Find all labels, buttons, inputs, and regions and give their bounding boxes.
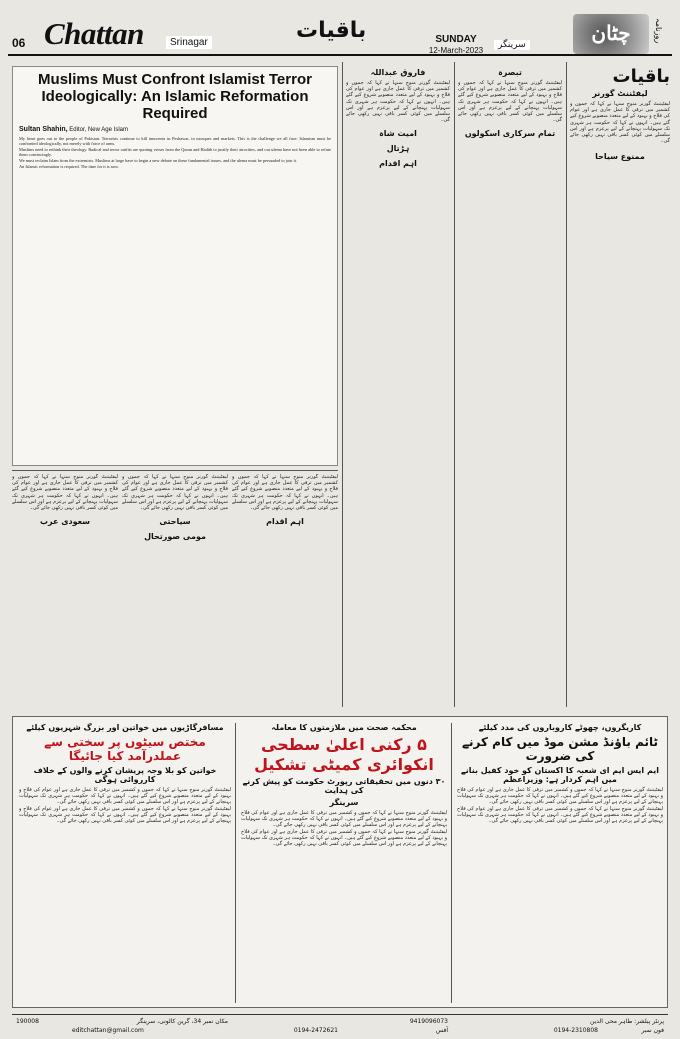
article-byline xyxy=(19,126,331,133)
story-quote: خواتین کو بلا وجہ پریشان کرنے والوں کے خلاف کارروائی ہوگی xyxy=(33,766,217,784)
article-paragraph: An Islamic reformation is required. The time for it is now. xyxy=(19,164,119,170)
city-label-ur: سرینگر xyxy=(494,40,530,50)
article-title: Muslims Must Confront Islamist Terror Ideologically: An Islamic Reformation Required xyxy=(38,71,312,122)
column-headline: سیاحتی xyxy=(159,517,191,527)
imprint-footer xyxy=(12,1014,668,1036)
urdu-column-5 xyxy=(122,474,228,710)
column-rule xyxy=(342,62,343,707)
column-headline: تمام سرکاری اسکولوں xyxy=(464,129,556,139)
column-headline: ہڑتال xyxy=(386,144,410,154)
urdu-column-2 xyxy=(458,66,562,706)
bottom-news-panel xyxy=(12,716,668,1008)
column-headline: فاروق عبداللہ xyxy=(370,68,426,77)
article-paragraph: We must reclaim Islam from the extremists. Muslims at large have to begin a new debate on these fundamental issues, and the ulema must be persuaded to join it. xyxy=(19,158,297,164)
panel-rule xyxy=(235,723,236,1003)
panel-story-center xyxy=(241,721,447,1005)
story-text: لیفٹیننٹ گورنر منوج سنہا نے کہا کہ جموں و کشمیر میں ترقی کا عمل جاری ہے اور عوام کی فلاح و بہبود کے لیے متعدد منصوبے شروع کیے گئے ہیں۔ انہوں نے کہا کہ حکومت ہر شہری تک سہولیات پہنچانے کے لیے پرعزم ہے اور اس سلسلے میں کوئی کسر باقی نہیں رکھی جائے گی۔ xyxy=(241,828,447,848)
article-body xyxy=(19,136,331,170)
page-number: 06 xyxy=(12,36,26,50)
article-paragraph: My heart goes out to the people of Pakistan. Terrorists continue to kill innocents in Peshawar, in mosques and markets. This is the challenge we all face: Islamism must be confronted ideologically, not merely with force of arms. xyxy=(19,136,331,147)
author-name: Sultan Shahin, xyxy=(19,126,68,133)
phone-label: فون نمبر xyxy=(641,1027,664,1034)
column-headline: اہم اقدام xyxy=(266,517,304,527)
fax-number: 0194-2472621 xyxy=(293,1027,338,1034)
story-text: لیفٹیننٹ گورنر منوج سنہا نے کہا کہ جموں و کشمیر میں ترقی کا عمل جاری ہے اور عوام کی فلاح و بہبود کے لیے متعدد منصوبے شروع کیے گئے ہیں۔ انہوں نے کہا کہ حکومت ہر شہری تک سہولیات پہنچانے کے لیے پرعزم ہے اور اس سلسلے میں کوئی کسر باقی نہیں رکھی جائے گی۔ xyxy=(457,805,663,825)
brand-logo-ur: چٹان xyxy=(573,14,649,54)
column-headline: لیفٹننٹ گورنر xyxy=(592,89,648,98)
story-headline: ۵ رکنی اعلیٰ سطحی انکوائری کمیٹی تشکیل xyxy=(254,735,434,774)
story-kicker: کاریگروں، چھوٹے کاروباروں کی مدد کیلئے xyxy=(478,723,642,732)
story-subhead: ایم ایس ایم ای شعبہ کا اکستان کو خود کفیل بنانے میں اہم کردار ہے: وزیراعظم xyxy=(461,766,659,784)
column-headline: تبصرہ xyxy=(498,68,522,77)
panel-story-right xyxy=(457,721,663,1005)
panel-story-left xyxy=(19,721,231,1005)
urdu-column-4 xyxy=(232,474,338,710)
email-link[interactable]: editchattan@gmail.com xyxy=(72,1027,144,1034)
column-text: لیفٹیننٹ گورنر منوج سنہا نے کہا کہ جموں و کشمیر میں ترقی کا عمل جاری ہے اور عوام کی فلاح و بہبود کے لیے متعدد منصوبے شروع کیے گئے ہیں۔ انہوں نے کہا کہ حکومت ہر شہری تک سہولیات پہنچانے کے لیے پرعزم ہے اور اس سلسلے میں کوئی کسر باقی نہیں رکھی جائے گی۔ xyxy=(346,80,450,124)
column-headline: سعودی عرب xyxy=(39,517,91,527)
printer-publisher: پرنٹر پبلشر: طاہر محی الدین xyxy=(590,1018,664,1025)
author-role: Editor, New Age Islam xyxy=(67,127,128,133)
english-article xyxy=(12,66,338,466)
story-text: لیفٹیننٹ گورنر منوج سنہا نے کہا کہ جموں و کشمیر میں ترقی کا عمل جاری ہے اور عوام کی فلاح و بہبود کے لیے متعدد منصوبے شروع کیے گئے ہیں۔ انہوں نے کہا کہ حکومت ہر شہری تک سہولیات پہنچانے کے لیے پرعزم ہے اور اس سلسلے میں کوئی کسر باقی نہیں رکھی جائے گی۔ xyxy=(241,810,447,829)
panel-rule xyxy=(451,723,452,1003)
column-text: لیفٹیننٹ گورنر منوج سنہا نے کہا کہ جموں و کشمیر میں ترقی کا عمل جاری ہے اور عوام کی فلاح و بہبود کے لیے متعدد منصوبے شروع کیے گئے ہیں۔ انہوں نے کہا کہ حکومت ہر شہری تک سہولیات پہنچانے کے لیے پرعزم ہے اور اس سلسلے میں کوئی کسر باقی نہیں رکھی جائے گی۔ xyxy=(12,474,118,512)
masthead xyxy=(8,12,672,56)
column-headline: مومی صورتحال xyxy=(144,532,206,542)
column-headline: ممنوع سیاحا xyxy=(595,152,645,162)
edition-day: SUNDAY xyxy=(435,34,477,45)
story-kicker: محکمہ صحت میں ملازمتوں کا معاملہ xyxy=(271,723,417,732)
story-text: لیفٹیننٹ گورنر منوج سنہا نے کہا کہ جموں و کشمیر میں ترقی کا عمل جاری ہے اور عوام کی فلاح و بہبود کے لیے متعدد منصوبے شروع کیے گئے ہیں۔ انہوں نے کہا کہ حکومت ہر شہری تک سہولیات پہنچانے کے لیے پرعزم ہے اور اس سلسلے میں کوئی کسر باقی نہیں رکھی جائے گی۔ xyxy=(19,805,231,825)
column-rule xyxy=(454,62,455,707)
column-text: لیفٹیننٹ گورنر منوج سنہا نے کہا کہ جموں و کشمیر میں ترقی کا عمل جاری ہے اور عوام کی فلاح و بہبود کے لیے متعدد منصوبے شروع کیے گئے ہیں۔ انہوں نے کہا کہ حکومت ہر شہری تک سہولیات پہنچانے کے لیے پرعزم ہے اور اس سلسلے میں کوئی کسر باقی نہیں رکھی جائے گی۔ xyxy=(232,474,338,512)
article-paragraph: Muslims need to rethink their theology. Radical and terror outfits are quoting verses from the Quran and Hadith to justify their atrocities, and our ulema have not been able to refute them convincingly. xyxy=(19,147,331,158)
story-kicker: مسافرگاڑیوں میں خواتین اور بزرگ شہریوں کیلئے xyxy=(26,723,224,732)
daily-label: روزنامہ xyxy=(654,18,663,44)
city-label-en: Srinagar xyxy=(166,36,212,49)
story-text: لیفٹیننٹ گورنر منوج سنہا نے کہا کہ جموں و کشمیر میں ترقی کا عمل جاری ہے اور عوام کی فلاح و بہبود کے لیے متعدد منصوبے شروع کیے گئے ہیں۔ انہوں نے کہا کہ حکومت ہر شہری تک سہولیات پہنچانے کے لیے پرعزم ہے اور اس سلسلے میں کوئی کسر باقی نہیں رکھی جائے گی۔ xyxy=(457,787,663,806)
urdu-column-1 xyxy=(570,66,670,706)
column-rule xyxy=(566,62,567,707)
office-address: مکان نمبر 34، گرین کالونی، سرینگر xyxy=(136,1018,228,1025)
story-text: لیفٹیننٹ گورنر منوج سنہا نے کہا کہ جموں و کشمیر میں ترقی کا عمل جاری ہے اور عوام کی فلاح و بہبود کے لیے متعدد منصوبے شروع کیے گئے ہیں۔ انہوں نے کہا کہ حکومت ہر شہری تک سہولیات پہنچانے کے لیے پرعزم ہے اور اس سلسلے میں کوئی کسر باقی نہیں رکھی جائے گی۔ xyxy=(19,787,231,806)
section-title: باقیات xyxy=(296,18,367,43)
section-rule xyxy=(12,470,338,471)
pin-code: 190008 xyxy=(16,1018,39,1025)
edition-date: 12-March-2023 xyxy=(428,46,484,55)
column-text: لیفٹیننٹ گورنر منوج سنہا نے کہا کہ جموں و کشمیر میں ترقی کا عمل جاری ہے اور عوام کی فلاح و بہبود کے لیے متعدد منصوبے شروع کیے گئے ہیں۔ انہوں نے کہا کہ حکومت ہر شہری تک سہولیات پہنچانے کے لیے پرعزم ہے اور اس سلسلے میں کوئی کسر باقی نہیں رکھی جائے گی۔ xyxy=(570,101,670,145)
column-text: لیفٹیننٹ گورنر منوج سنہا نے کہا کہ جموں و کشمیر میں ترقی کا عمل جاری ہے اور عوام کی فلاح و بہبود کے لیے متعدد منصوبے شروع کیے گئے ہیں۔ انہوں نے کہا کہ حکومت ہر شہری تک سہولیات پہنچانے کے لیے پرعزم ہے اور اس سلسلے میں کوئی کسر باقی نہیں رکھی جائے گی۔ xyxy=(122,474,228,512)
column-headline: امیت شاہ xyxy=(379,129,417,139)
story-dateline: سرینگر xyxy=(329,798,359,807)
column-headline: اہم اقدام xyxy=(379,159,417,169)
column-section-title: باقیات xyxy=(612,66,670,87)
story-subhead: ۳۰ دنوں میں تحقیقاتی رپورٹ حکومت کو پیش کرنے کی ہدایت xyxy=(242,777,446,795)
brand-logo-en: Chattan xyxy=(44,16,144,51)
urdu-column-3 xyxy=(346,66,450,706)
story-headline: مختص سیٹوں پر سختی سے عملدرآمد کیا جائیگا xyxy=(44,735,206,763)
phone-number: 0194-2310808 xyxy=(553,1027,598,1034)
story-headline: ٹائم باؤنڈ مشن موڈ میں کام کرنے کی ضرورت xyxy=(461,735,659,763)
column-text: لیفٹیننٹ گورنر منوج سنہا نے کہا کہ جموں و کشمیر میں ترقی کا عمل جاری ہے اور عوام کی فلاح و بہبود کے لیے متعدد منصوبے شروع کیے گئے ہیں۔ انہوں نے کہا کہ حکومت ہر شہری تک سہولیات پہنچانے کے لیے پرعزم ہے اور اس سلسلے میں کوئی کسر باقی نہیں رکھی جائے گی۔ xyxy=(458,80,562,124)
urdu-column-6 xyxy=(12,474,118,710)
office-label: آفس xyxy=(435,1027,448,1034)
office-phone: 9419096073 xyxy=(409,1018,448,1025)
